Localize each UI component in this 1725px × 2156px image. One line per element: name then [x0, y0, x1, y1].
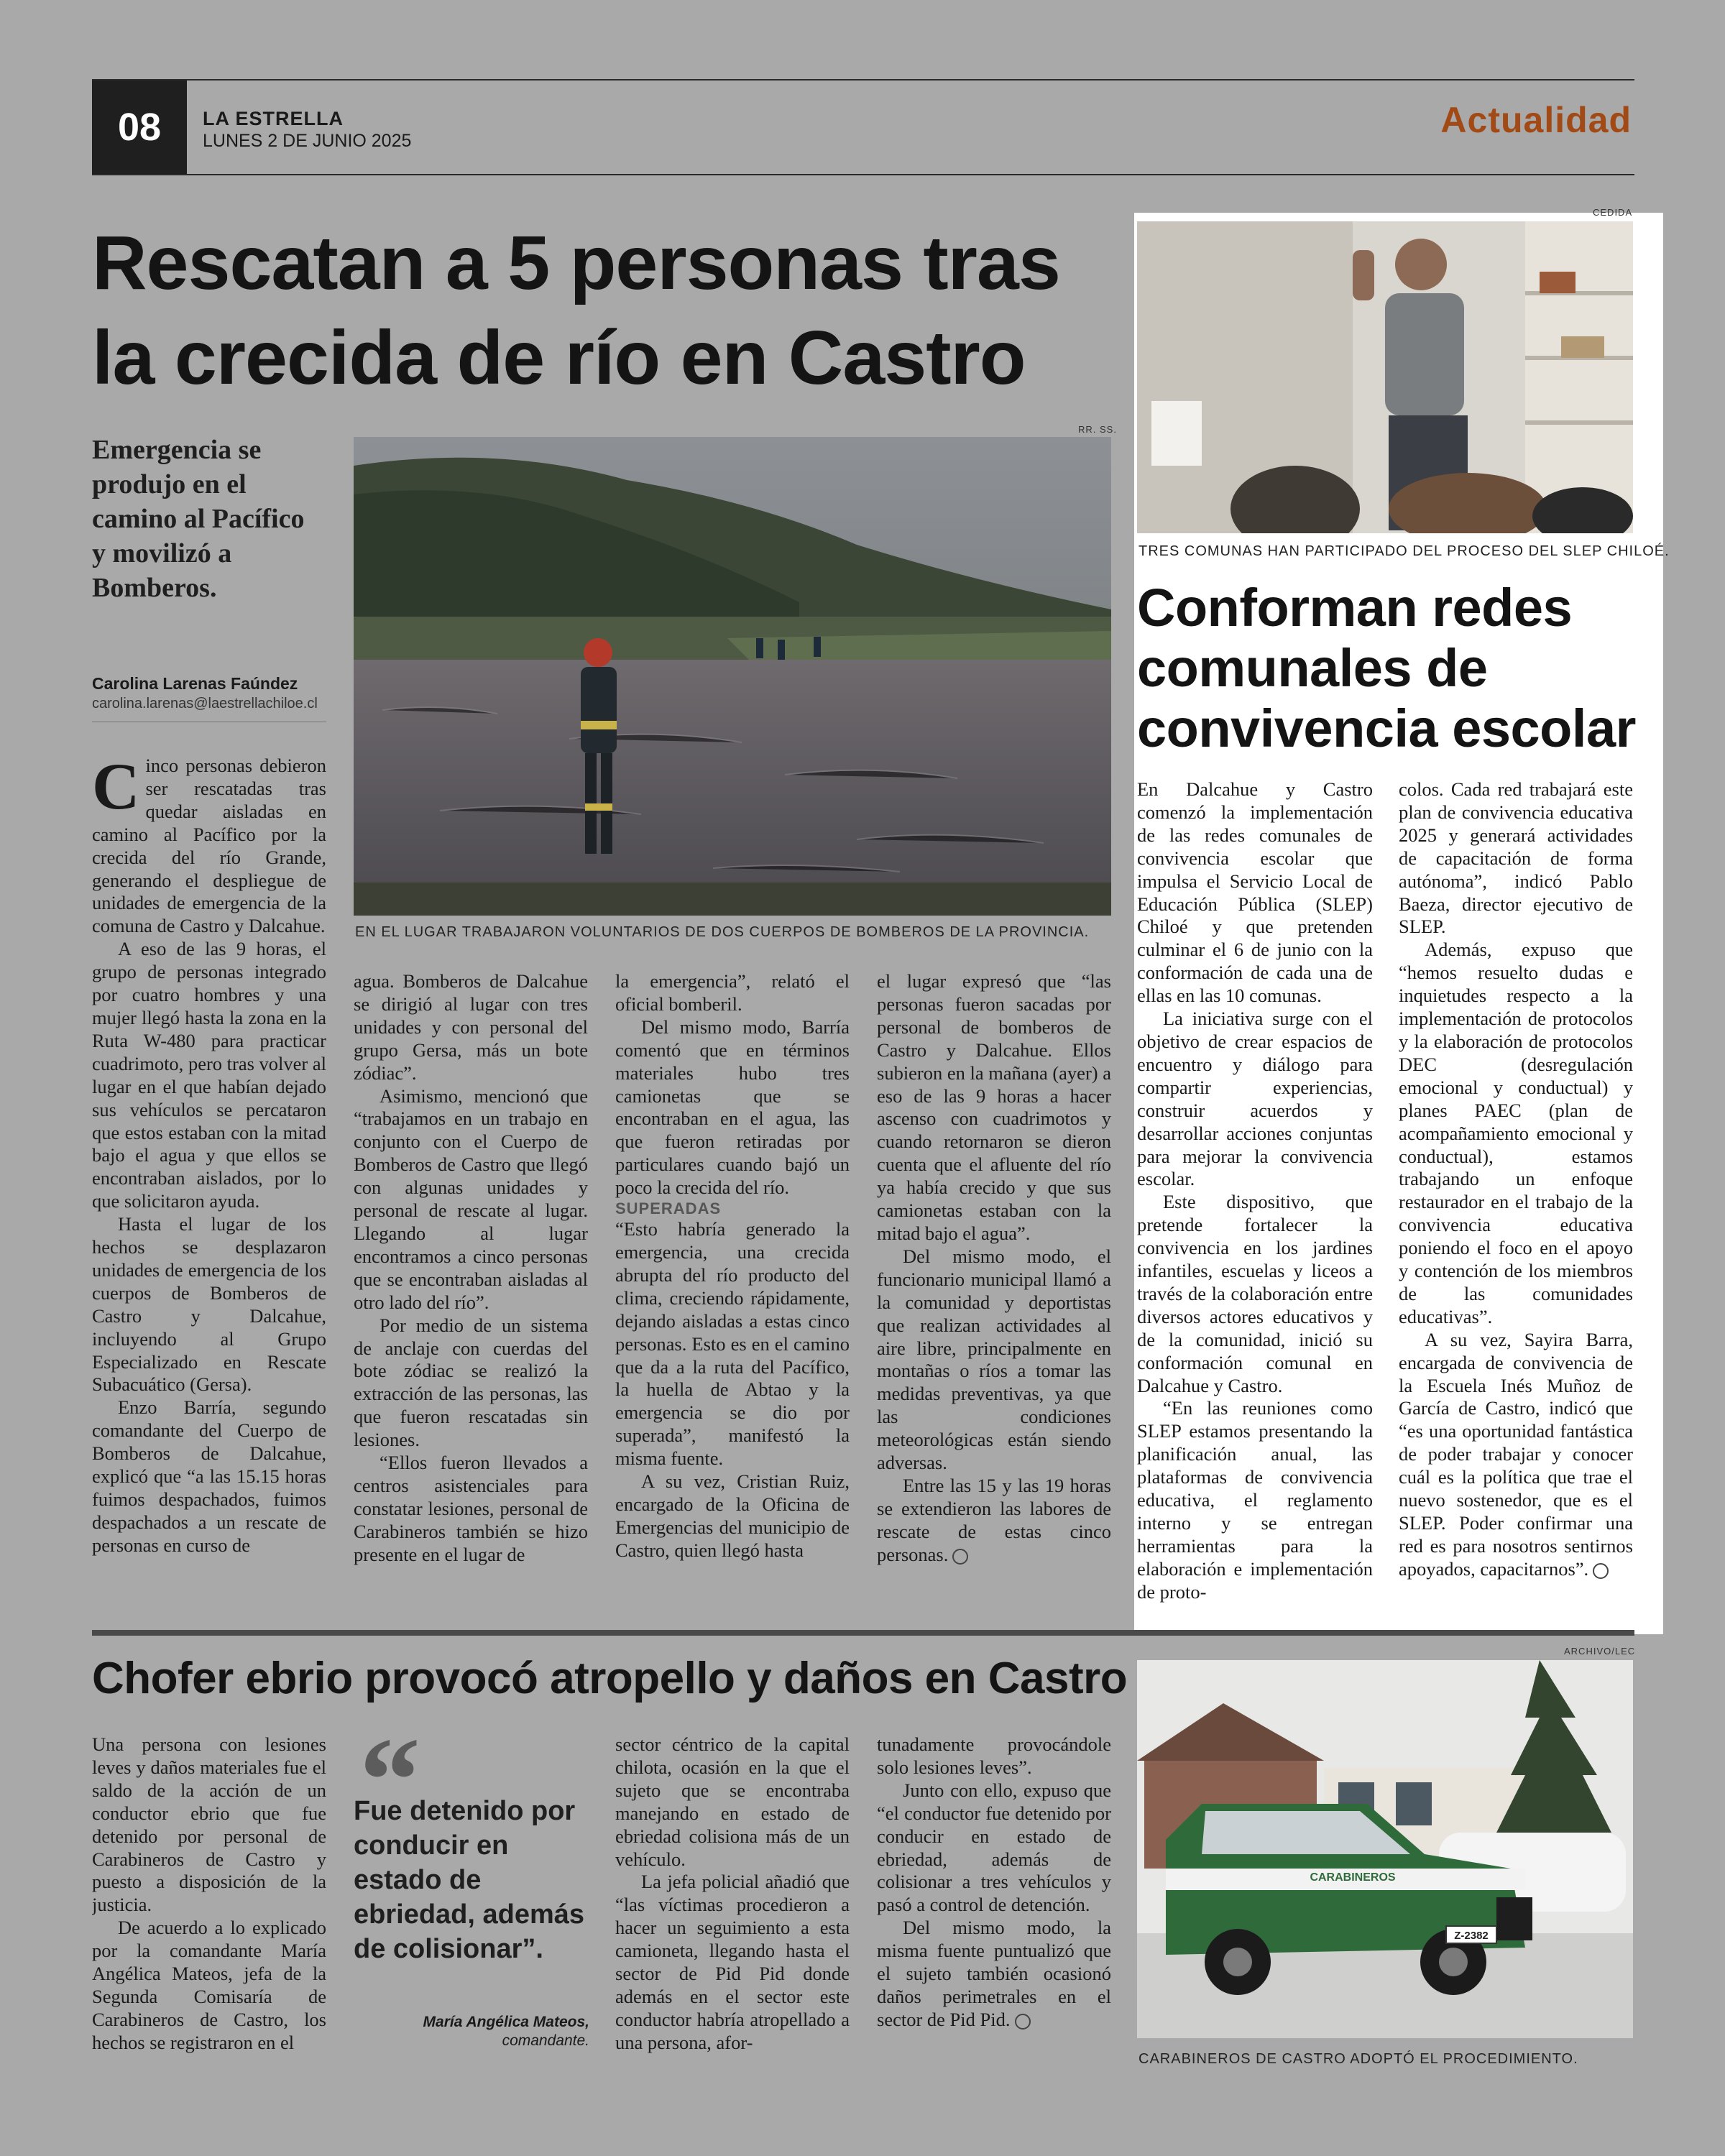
river-rescue-photo: [354, 437, 1111, 916]
side-col1-p4: “En las reuniones como SLEP estamos presentando la planificación anual, las plataformas de convivencia educativa, el reglamento interno y se entregan herramientas para la elaboración e implementación de proto-: [1137, 1397, 1373, 1603]
side-photo-credit: CEDIDA: [1593, 207, 1633, 218]
end-mark-icon: [952, 1549, 968, 1565]
page-number: 08: [92, 80, 187, 174]
classroom-photo: [1137, 221, 1633, 533]
bottom-photo-caption: CARABINEROS DE CASTRO ADOPTÓ EL PROCEDIMIENTO.: [1138, 2051, 1578, 2067]
bottom-col-3: [615, 1733, 850, 2055]
byline-email: carolina.larenas@laestrellachiloe.cl: [92, 696, 318, 711]
pull-quote-role: comandante.: [502, 2032, 589, 2049]
side-col1-p1: En Dalcahue y Castro comenzó la implementación de las redes comunales de convivencia escolar que impulsa el Servicio Local de Educación Pública (SLEP) Chiloé y que pretenden culminar el 6 de junio con la conformación de cada una de ellas en las 10 comunas.: [1137, 778, 1373, 1007]
main-col2-p1: agua. Bomberos de Dalcahue se dirigió al lugar con tres unidades y con personal del grupo Gersa, más un bote zódiac”.: [354, 970, 588, 1084]
police-car-photo: [1137, 1660, 1633, 2038]
bottom-col3-p2: La jefa policial añadió que “las víctimas procedieron a hacer un seguimiento a esta camioneta, llegando hasta el sector de Pid Pid donde además en el sector este conductor habría atropellado a una persona, afor-: [615, 1871, 850, 2053]
side-col1-p3: Este dispositivo, que pretende fortalecer la convivencia en los jardines infantiles, escuelas y liceos a través de la colaboración entre diversos actores educativos y de la comunidad, inició su conformación comunal en Dalcahue y Castro.: [1137, 1191, 1373, 1396]
main-col2-p4: “Ellos fueron llevados a centros asistenciales para constatar lesiones, personal de Carabineros también se hizo presente en el lugar de: [354, 1452, 588, 1565]
main-headline: Rescatan a 5 personas tras la crecida de río en Castro: [92, 221, 1060, 400]
main-col1-p3: Hasta el lugar de los hechos se desplazaron unidades de emergencia de los cuerpos de Bomberos de Castro y Dalcahue, incluyendo al Grupo Especializado en Rescate Subacuático (Gersa).: [92, 1213, 326, 1396]
main-col3-p2: Del mismo modo, Barría comentó que en términos materiales hubo tres camionetas que se encontraban en el agua, las que fueron retiradas por particulares cuando bajó un poco la crecida del río.: [615, 1015, 850, 1199]
police-car-illustration: [1137, 1660, 1633, 2038]
bottom-headline: Chofer ebrio provocó atropello y daños en Castro: [92, 1654, 1128, 1703]
side-col2-p3: A su vez, Sayira Barra, encargada de convivencia de la Escuela Inés Muñoz de García de Castro, indicó que “es una oportunidad fantástica de poder trabajar y conocer cuál es la política que trae el nuevo sostenedor, que es el SLEP. Poder confirmar una red es para nosotros sentirnos apoyados, capacitarnos”.: [1399, 1328, 1633, 1580]
side-col1-p2: La iniciativa surge con el objetivo de crear espacios de encuentro y diálogo para compartir experiencias, construir acuerdos y desarrollar acciones conjuntas para mejorar la convivencia escolar.: [1137, 1008, 1373, 1190]
issue-date: LUNES 2 DE JUNIO 2025: [203, 131, 412, 151]
paper-name: LA ESTRELLA: [203, 108, 344, 129]
pull-quote: Fue detenido por conducir en estado de ebriedad, además de colisionar”.: [354, 1796, 585, 1964]
main-col-1: [92, 750, 326, 1557]
header-rule: [92, 174, 1634, 175]
bottom-col-4: [877, 1733, 1111, 2032]
main-col2-p3: Por medio de un sistema de anclaje con cuerdas del bote zódiac se realizó la extracción de las personas, las que fueron rescatadas sin lesiones.: [354, 1314, 588, 1451]
main-col-3: [615, 970, 850, 1562]
main-col4-p1: el lugar expresó que “las personas fueron sacadas por personal de bomberos de Castro y Dalcahue. Ellos subieron en la mañana (ayer) a eso de las 9 horas a hacer ascenso con cuadrimotos y cuando retornaron se dieron cuenta que el afluente del río ya había crecido y que sus camionetas estaban con la mitad bajo el agua”.: [877, 970, 1111, 1244]
svg-text:CARABINEROS: CARABINEROS: [1310, 1871, 1396, 1884]
section-label: Actualidad: [1440, 100, 1632, 140]
dropcap: C: [92, 750, 140, 823]
side-col-1: [1137, 778, 1373, 1604]
classroom-illustration: [1137, 221, 1633, 533]
end-mark-icon: [1593, 1563, 1609, 1579]
svg-text:Z-2382: Z-2382: [1454, 1930, 1489, 1942]
main-col4-p3: Entre las 15 y las 19 horas se extendieron las labores de rescate de estas cinco personas.: [877, 1474, 1111, 1565]
side-col2-p2: Además, expuso que “hemos resuelto dudas e inquietudes respecto a la implementación de protocolos y la elaboración de protocolos DEC (desregulación emocional y conductual) y planes PAEC (plan de acompañamiento emocional y conductual), estamos trabajando un enfoque restaurador en el trabajo de la convivencia educativa poniendo el foco en el apoyo y contención de los miembros de las comunidades educativas”.: [1399, 939, 1633, 1327]
main-col1-p2: A eso de las 9 horas, el grupo de personas integrado por cuatro hombres y una mujer llegó hasta la zona en la Ruta W-480 para practicar cuadrimoto, pero tras volver al lugar en el que habían dejado sus vehículos se percataron que estos estaban con la mitad bajo el agua y que ellos se encontraban aislados, por lo que solicitaron ayuda.: [92, 938, 326, 1212]
byline-name: Carolina Larenas Faúndez: [92, 674, 298, 693]
main-photo-credit: RR. SS.: [1078, 424, 1117, 435]
bottom-col-1: [92, 1733, 326, 2071]
main-photo-caption: EN EL LUGAR TRABAJARON VOLUNTARIOS DE DOS CUERPOS DE BOMBEROS DE LA PROVINCIA.: [355, 924, 1090, 940]
top-rule: [92, 79, 1634, 80]
bottom-col4-p3: Del mismo modo, la misma fuente puntualizó que el sujeto también ocasionó daños perimetrales en el sector de Pid Pid.: [877, 1917, 1111, 2030]
bottom-story-rule: [92, 1630, 1634, 1636]
end-mark-icon: [1015, 2014, 1031, 2030]
main-col3-p3: “Esto habría generado la emergencia, una crecida abrupta del río producto del clima, creciendo rápidamente, dejando aisladas a estas cinco personas. Esto es en el camino que da a la ruta del Pacífico, la huella de Abtao y la emergencia se dio por superada”, manifestó la misma fuente.: [615, 1218, 850, 1470]
side-col-2: [1399, 778, 1633, 1581]
main-col3-p4: A su vez, Cristian Ruiz, encargado de la Oficina de Emergencias del municipio de Castro, quien llegó hasta: [615, 1470, 850, 1561]
bottom-col3-p1: sector céntrico de la capital chilota, ocasión en la que el sujeto que se encontraba manejando en estado de ebriedad colisiona más de un vehículo.: [615, 1733, 850, 1870]
main-col4-p2: Del mismo modo, el funcionario municipal llamó a la comunidad y deportistas que realizan actividades al aire libre, principalmente en montañas o ríos a tomar las medidas preventivas, ya que las condiciones meteorológicas están siendo adversas.: [877, 1245, 1111, 1474]
side-headline: Conforman redes comunales de convivencia escolar: [1137, 578, 1636, 758]
main-col2-p2: Asimismo, mencionó que “trabajamos en un trabajo en conjunto con el Cuerpo de Bomberos de Castro que llegó con algunas unidades y personal de rescate al lugar. Llegando al lugar encontramos a cinco personas que se encontraban aisladas al otro lado del río”.: [354, 1084, 588, 1313]
pull-quote-name: María Angélica Mateos,: [423, 2014, 589, 2030]
bottom-photo-credit: ARCHIVO/LEC: [1564, 1646, 1636, 1657]
main-col-2: [354, 970, 588, 1567]
bottom-col1-p2: De acuerdo a lo explicado por la comandante María Angélica Mateos, jefa de la Segunda Comisaría de Carabineros de Castro, los hechos se registraron en el: [92, 1917, 326, 2053]
main-col1-p1: inco personas debieron ser rescatadas tras quedar aisladas en camino al Pacífico por la crecida del río Grande, generando el despliegue de unidades de emergencia de la comuna de Castro y Dalcahue.: [92, 755, 326, 937]
main-col-4: [877, 970, 1111, 1567]
side-col2-p1: colos. Cada red trabajará este plan de convivencia educativa 2025 y generará actividades de capacitación de forma autónoma”, indicó Pablo Baeza, director ejecutivo de SLEP.: [1399, 778, 1633, 938]
quote-mark-icon: “: [359, 1713, 420, 1848]
main-col3-subhead: SUPERADAS: [615, 1199, 722, 1218]
side-photo-caption: TRES COMUNAS HAN PARTICIPADO DEL PROCESO DEL SLEP CHILOÉ.: [1138, 543, 1670, 559]
main-deck: Emergencia se produjo en el camino al Pacífico y movilizó a Bomberos.: [92, 435, 305, 603]
main-col1-p4: Enzo Barría, segundo comandante del Cuerpo de Bomberos de Dalcahue, explicó que “a las 15.15 horas fuimos despachados, fuimos despachados a un rescate de personas en curso de: [92, 1396, 326, 1556]
bottom-col1-p1: Una persona con lesiones leves y daños materiales fue el saldo de la acción de un conductor ebrio que fue detenido por personal de Carabineros de Castro y puesto a disposición de la justicia.: [92, 1733, 326, 1916]
river-rescue-illustration: [354, 437, 1111, 916]
bottom-col4-p1: tunadamente provocándole solo lesiones leves”.: [877, 1733, 1111, 1778]
main-col3-p1: la emergencia”, relató el oficial bomberil.: [615, 970, 850, 1015]
bottom-col4-p2: Junto con ello, expuso que “el conductor fue detenido por conducir en estado de ebriedad, además de colisionar a tres vehículos y pasó a control de detención.: [877, 1779, 1111, 1916]
